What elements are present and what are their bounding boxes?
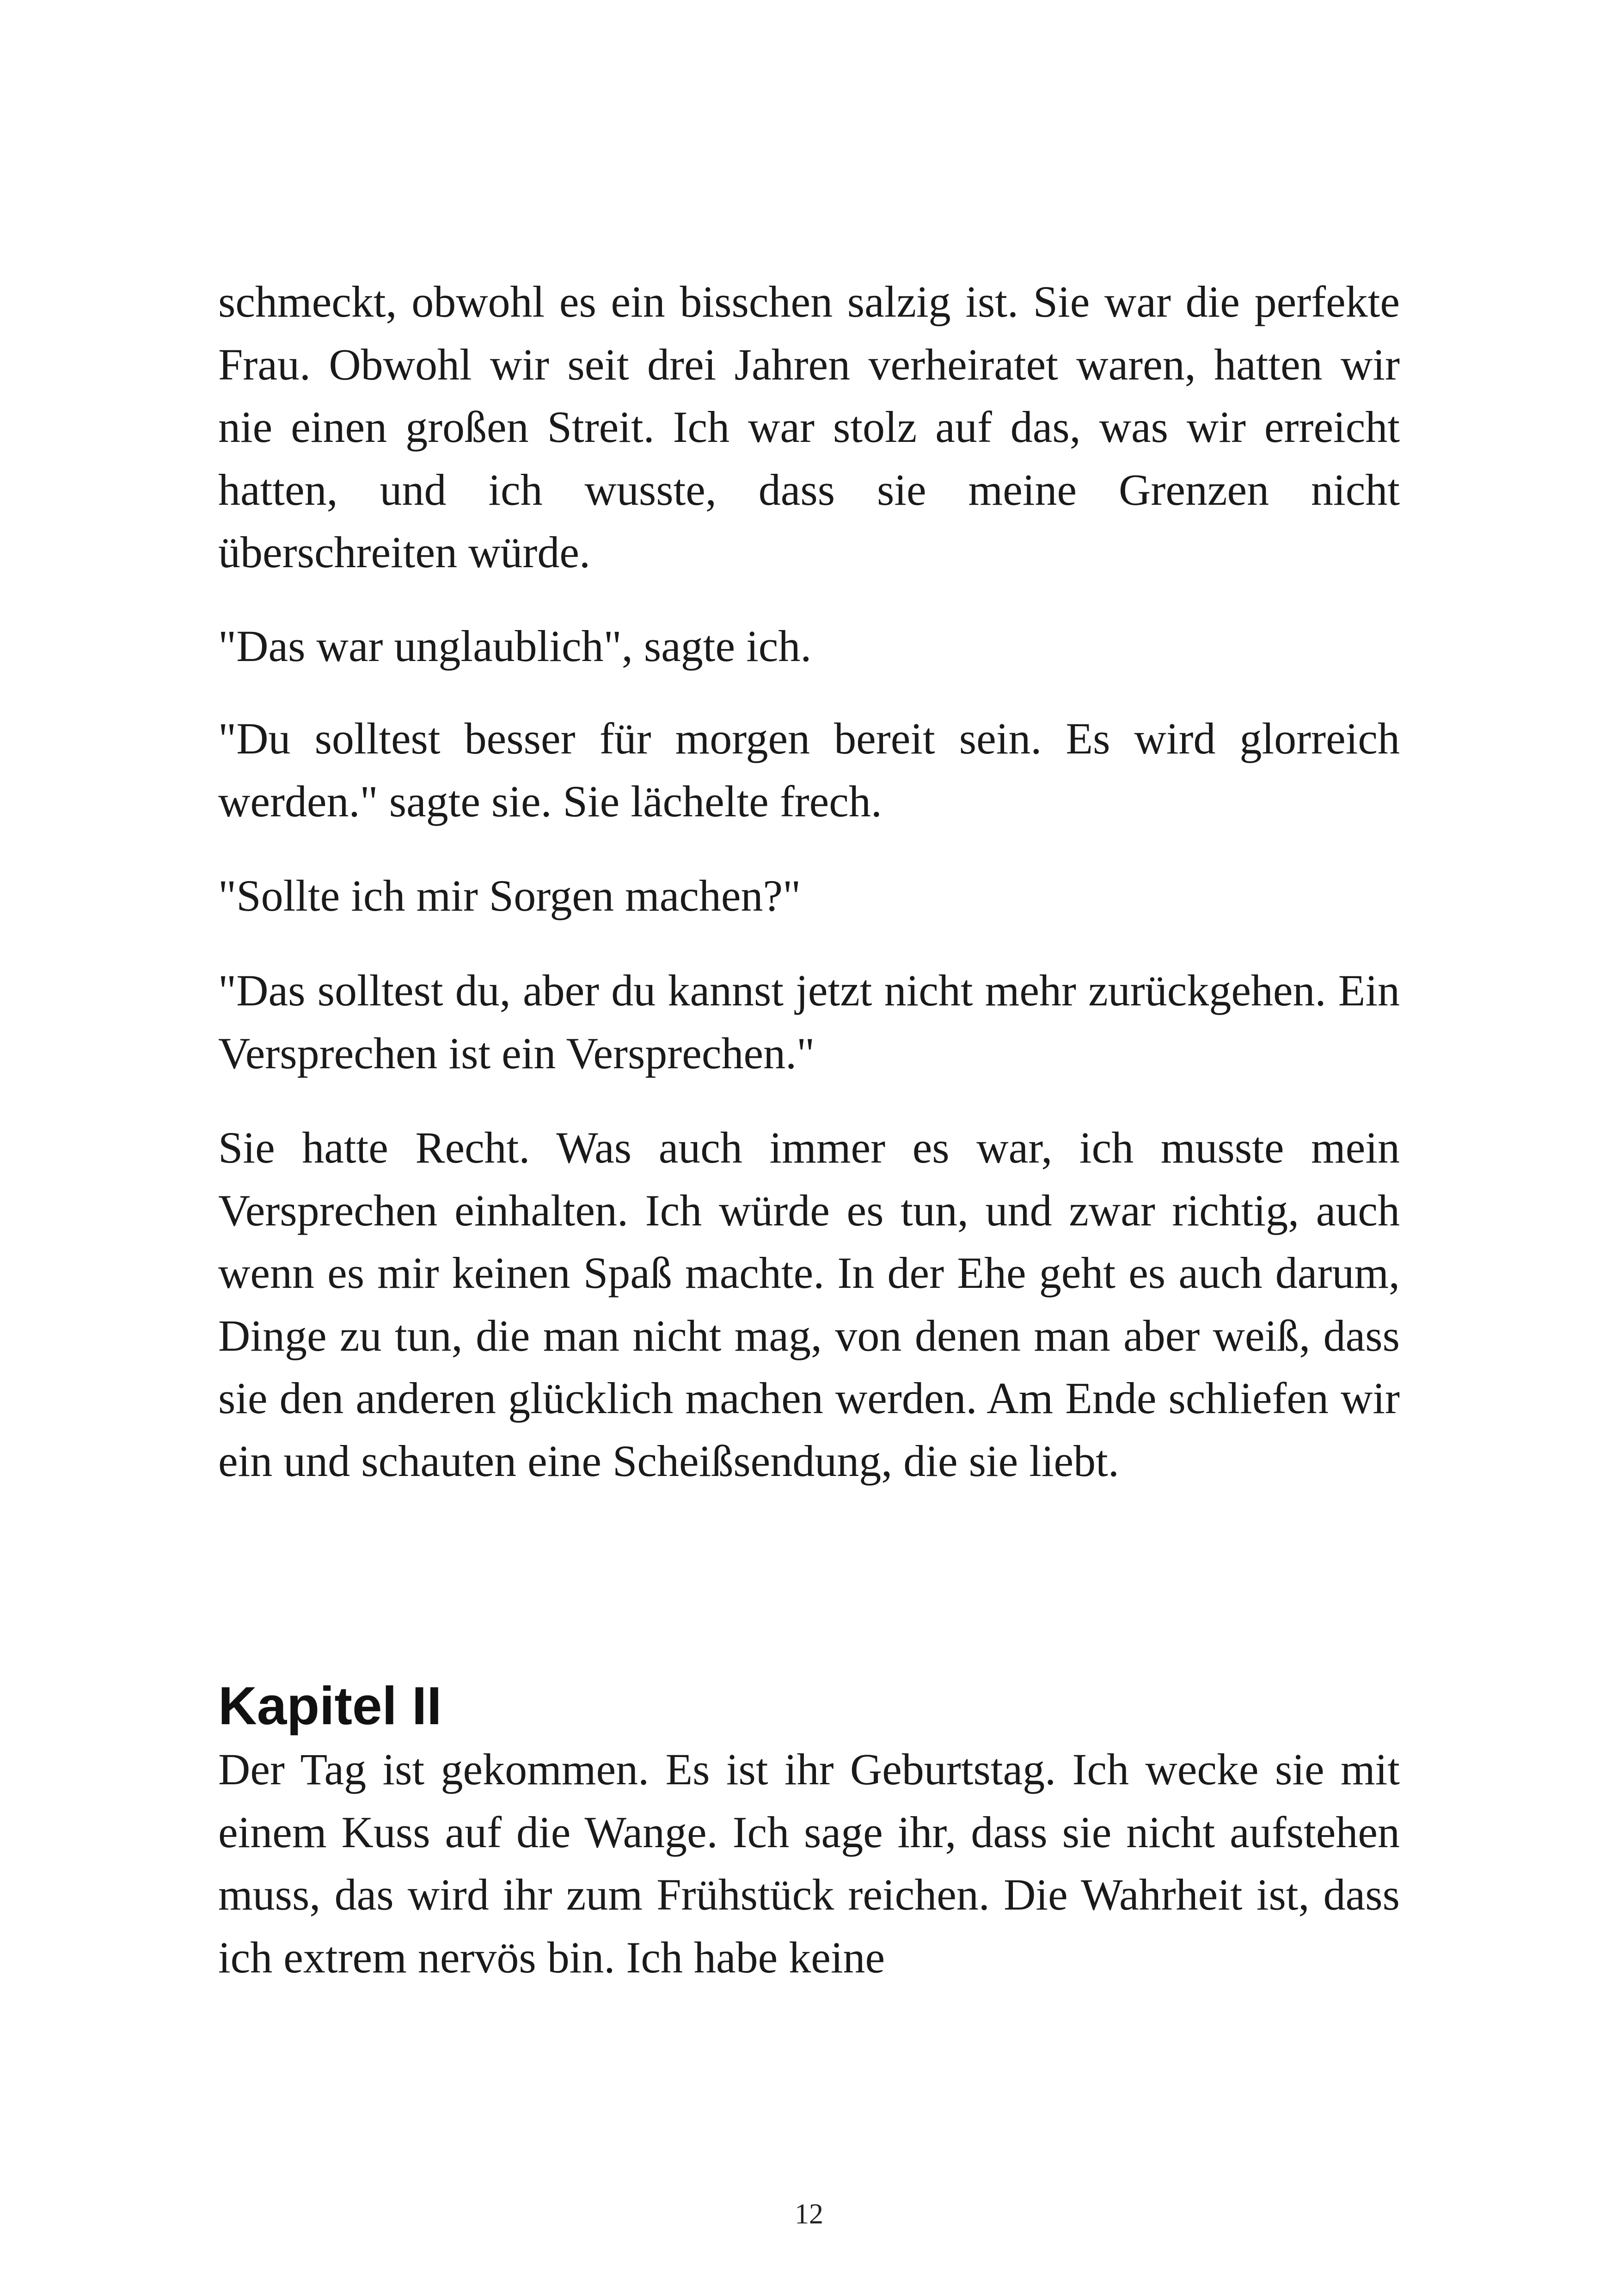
paragraph-3-block xyxy=(218,707,1400,833)
chapter-paragraph: Der Tag ist gekommen. Es ist ihr Geburtstag. Ich wecke sie mit einem Kuss auf die Wange. Ich sage ihr, dass sie nicht aufstehen muss, das wird ihr zum Frühstück reichen. Die Wahrheit ist, dass ich extrem nervös bin. Ich habe keine xyxy=(218,1745,1400,1982)
paragraph-2: "Das war unglaublich", sagte ich. xyxy=(218,621,812,671)
paragraph-5-block xyxy=(218,959,1400,1084)
paragraph-6: Sie hatte Recht. Was auch immer es war, ich musste mein Versprechen einhalten. Ich würde es tun, und zwar richtig, auch wenn es mir keinen Spaß machte. In der Ehe geht es auch darum, Dinge zu tun, die man nicht mag, von denen man aber weiß, dass sie den anderen glücklich machen werden. Am Ende schliefen wir ein und schauten eine Scheißsendung, die sie liebt. xyxy=(218,1123,1400,1486)
paragraph-5: "Das solltest du, aber du kannst jetzt nicht mehr zurückgehen. Ein Versprechen ist ein Versprechen." xyxy=(218,966,1400,1078)
paragraph-1-block xyxy=(218,270,1400,584)
paragraph-2-block xyxy=(218,615,1400,678)
paragraph-1: schmeckt, obwohl es ein bisschen salzig ist. Sie war die perfekte Frau. Obwohl wir seit drei Jahren verheiratet waren, hatten wir nie einen großen Streit. Ich war stolz auf das, was wir erreicht hatten, und ich wusste, dass sie meine Grenzen nicht überschreiten würde. xyxy=(218,277,1400,577)
paragraph-3: "Du solltest besser für morgen bereit sein. Es wird glorreich werden." sagte sie. Sie lächelte frech. xyxy=(218,714,1400,826)
page-number: 12 xyxy=(795,2198,823,2230)
paragraph-4-block xyxy=(218,864,1400,927)
chapter-heading: Kapitel II xyxy=(218,1676,442,1736)
chapter-paragraph-block xyxy=(218,1738,1400,1989)
paragraph-6-block xyxy=(218,1116,1400,1492)
paragraph-4: "Sollte ich mir Sorgen machen?" xyxy=(218,871,801,920)
